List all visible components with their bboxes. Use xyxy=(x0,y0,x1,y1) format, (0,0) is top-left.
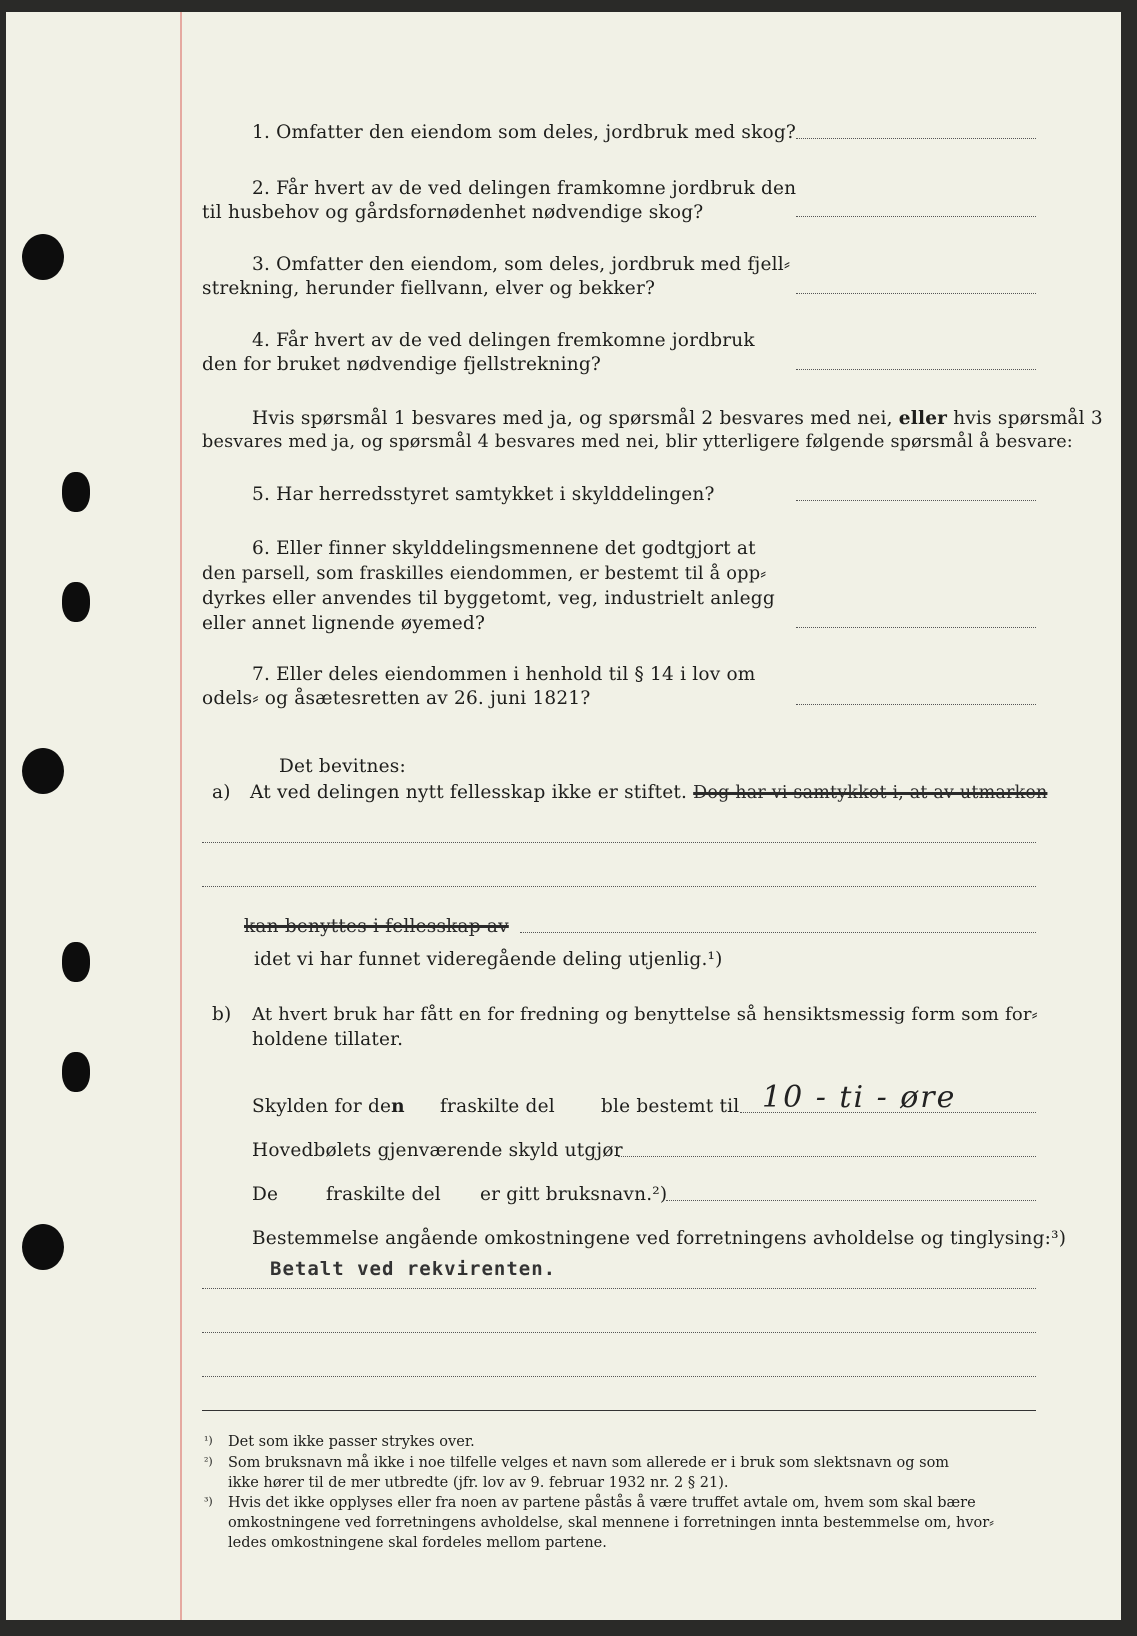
question-2-line-1: 2. Får hvert av de ved delingen framkomne jordbruk den xyxy=(252,178,797,199)
answer-line-7[interactable] xyxy=(796,704,1036,705)
footnote-mark-1: ¹) xyxy=(204,1434,213,1447)
attest-b-line-1: At hvert bruk har fått en for fredning og benyttelse så hensiktsmessig form som for⸗ xyxy=(252,1004,1038,1025)
footnote-mark-3: ³) xyxy=(204,1495,213,1508)
blank-line[interactable] xyxy=(202,1376,1036,1377)
blank-line[interactable] xyxy=(202,1288,1036,1289)
answer-line-4[interactable] xyxy=(796,369,1036,370)
bruksnavn-label: er gitt bruksnavn.²) xyxy=(480,1184,668,1205)
footnote-3-line-2: omkostningene ved forretningens avholdelse, skal mennene i forretningen innta bestemmelse om, hvor⸗ xyxy=(228,1515,995,1531)
bestemmelse-label: Bestemmelse angående omkostningene ved forretningens avholdelse og tinglysing:³) xyxy=(252,1228,1067,1249)
attest-heading: Det bevitnes: xyxy=(279,756,406,777)
struck-clause-2: kan benyttes i fellesskap av xyxy=(244,916,509,937)
skyld-n: n xyxy=(391,1096,405,1117)
attest-a-text: At ved delingen nytt fellesskap ikke er stiftet. xyxy=(250,782,688,803)
question-7-line-2: odels⸗ og åsætesretten av 26. juni 1821? xyxy=(202,688,591,709)
blank-line[interactable] xyxy=(202,886,1036,887)
punch-hole xyxy=(22,748,64,794)
hoved-label: Hovedbølets gjenværende skyld utgjør xyxy=(252,1140,623,1161)
struck-clause: Dog har vi samtykket i, at av utmarken xyxy=(693,783,1048,803)
condition-text-a: Hvis spørsmål 1 besvares med ja, og spørsmål 2 besvares med nei, xyxy=(252,408,893,429)
condition-emphasis: eller xyxy=(898,408,948,429)
question-6-line-2: den parsell, som fraskilles eiendommen, er bestemt til å opp⸗ xyxy=(202,563,767,584)
attest-a-label: a) xyxy=(212,782,231,803)
hoved-field[interactable] xyxy=(618,1156,1036,1157)
answer-line-5[interactable] xyxy=(796,500,1036,501)
punch-hole xyxy=(22,1224,64,1270)
de-label: De xyxy=(252,1184,279,1205)
question-7-line-1: 7. Eller deles eiendommen i henhold til § 14 i lov om xyxy=(252,664,756,685)
footnote-2-line-2: ikke hører til de mer utbredte (jfr. lov av 9. februar 1932 nr. 2 § 21). xyxy=(228,1475,729,1491)
condition-line-2: besvares med ja, og spørsmål 4 besvares med nei, blir ytterligere følgende spørsmål å besvare: xyxy=(202,432,1073,452)
skyld-label-pre xyxy=(252,1094,405,1119)
footnote-mark-2: ²) xyxy=(204,1455,213,1468)
margin-line xyxy=(180,12,182,1620)
blank-line[interactable] xyxy=(202,842,1036,843)
blank-line[interactable] xyxy=(520,932,1036,933)
punch-hole xyxy=(62,1052,90,1092)
skyld-label-mid: fraskilte del xyxy=(440,1096,555,1117)
answer-line-3[interactable] xyxy=(796,293,1036,294)
answer-line-6[interactable] xyxy=(796,627,1036,628)
attest-a-tail: idet vi har funnet videregående deling utjenlig.¹) xyxy=(254,949,723,970)
footnote-rule xyxy=(202,1410,1036,1411)
answer-line-2[interactable] xyxy=(796,216,1036,217)
footnote-3-line-1: Hvis det ikke opplyses eller fra noen av partene påstås å være truffet avtale om, hvem som skal bære xyxy=(228,1495,976,1511)
question-4-line-1: 4. Får hvert av de ved delingen fremkomne jordbruk xyxy=(252,330,755,351)
punch-hole xyxy=(62,582,90,622)
footnote-1: Det som ikke passer strykes over. xyxy=(228,1434,475,1450)
question-6-line-4: eller annet lignende øyemed? xyxy=(202,613,486,634)
punch-hole xyxy=(62,472,90,512)
question-5: 5. Har herredsstyret samtykket i skylddelingen? xyxy=(252,484,715,505)
skyld-label-post: ble bestemt til xyxy=(601,1096,740,1117)
attest-b-line-2: holdene tillater. xyxy=(252,1029,404,1050)
punch-hole xyxy=(62,942,90,982)
question-3-line-1: 3. Omfatter den eiendom, som deles, jordbruk med fjell⸗ xyxy=(252,254,791,275)
blank-line[interactable] xyxy=(202,1332,1036,1333)
footnote-3-line-3: ledes omkostningene skal fordeles mellom partene. xyxy=(228,1535,607,1551)
document-page xyxy=(6,12,1121,1620)
question-6-line-1: 6. Eller finner skylddelingsmennene det godtgjort at xyxy=(252,538,756,559)
condition-line-1 xyxy=(252,406,1103,431)
question-6-line-3: dyrkes eller anvendes til byggetomt, veg, industrielt anlegg xyxy=(202,588,775,609)
footnote-2-line-1: Som bruksnavn må ikke i noe tilfelle velges et navn som allerede er i bruk som slektsnavn og som xyxy=(228,1455,950,1471)
fraskilte-label: fraskilte del xyxy=(326,1184,441,1205)
attest-a-line xyxy=(250,780,1047,806)
typed-value: Betalt ved rekvirenten. xyxy=(270,1258,557,1280)
answer-line-1[interactable] xyxy=(796,138,1036,139)
skyld-handwritten-value: 10 - ti - øre xyxy=(762,1080,957,1115)
question-4-line-2: den for bruket nødvendige fjellstrekning? xyxy=(202,354,602,375)
skyld-pre: Skylden for de xyxy=(252,1096,392,1117)
question-3-line-2: strekning, herunder fiellvann, elver og bekker? xyxy=(202,278,656,299)
attest-b-label: b) xyxy=(212,1004,232,1025)
condition-text-b: hvis spørsmål 3 xyxy=(953,408,1103,429)
punch-hole xyxy=(22,234,64,280)
question-2-line-2: til husbehov og gårdsfornødenhet nødvendige skog? xyxy=(202,202,704,223)
question-1: 1. Omfatter den eiendom som deles, jordbruk med skog? xyxy=(252,122,797,143)
bruksnavn-field[interactable] xyxy=(666,1200,1036,1201)
